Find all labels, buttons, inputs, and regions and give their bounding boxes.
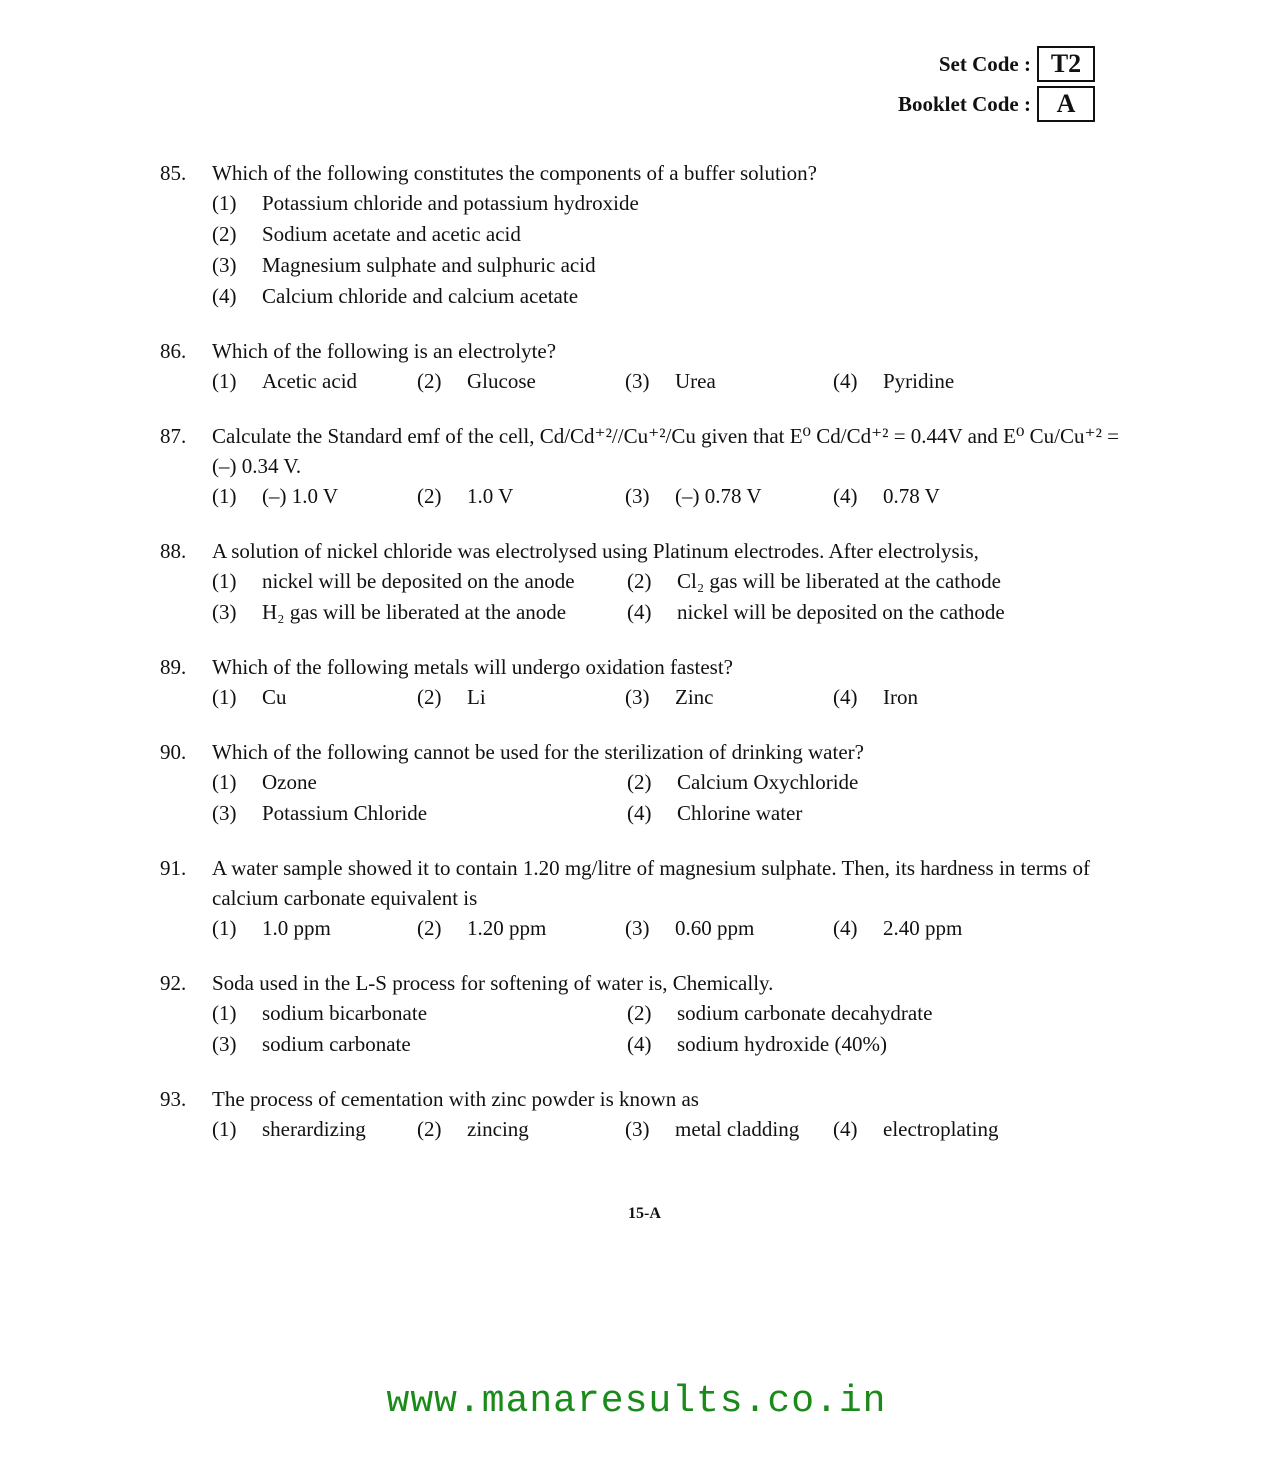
question-header xyxy=(160,421,1120,481)
answer-option xyxy=(212,1029,627,1060)
option-text: Calcium Oxychloride xyxy=(677,770,859,794)
option-list xyxy=(212,188,1120,312)
set-code-label: Set Code : xyxy=(938,51,1031,76)
option-number: (3) xyxy=(625,1117,650,1141)
answer-option xyxy=(625,913,833,944)
option-text: Sodium acetate and acetic acid xyxy=(262,222,521,246)
option-number: (2) xyxy=(417,369,442,393)
question-text: Which of the following is an electrolyte? xyxy=(212,339,557,363)
answer-option xyxy=(212,481,417,512)
question-text: Calculate the Standard emf of the cell, Cd/Cd⁺²//Cu⁺²/Cu given that E⁰ Cd/Cd⁺² = 0.44V and E⁰ Cu/Cu⁺² = (–) 0.34 V. xyxy=(212,424,1119,478)
question-number: 86. xyxy=(160,339,187,363)
answer-option xyxy=(212,998,627,1029)
question-number: 87. xyxy=(160,424,187,448)
option-text: 0.60 ppm xyxy=(675,916,755,940)
option-number: (2) xyxy=(212,222,237,246)
option-text: Zinc xyxy=(675,685,714,709)
question-header xyxy=(160,652,1120,682)
question-header xyxy=(160,158,1120,188)
answer-option xyxy=(417,1114,625,1145)
question-number: 89. xyxy=(160,655,187,679)
option-text: Pyridine xyxy=(883,369,955,393)
question-text: Which of the following constitutes the components of a buffer solution? xyxy=(212,161,817,185)
question-header xyxy=(160,336,1120,366)
option-number: (2) xyxy=(417,1117,442,1141)
answer-option xyxy=(833,366,1083,397)
option-number: (4) xyxy=(833,685,858,709)
option-text: metal cladding xyxy=(675,1117,800,1141)
answer-option xyxy=(833,481,1083,512)
option-text: Urea xyxy=(675,369,716,393)
option-number: (4) xyxy=(833,916,858,940)
question-text: The process of cementation with zinc powder is known as xyxy=(212,1087,699,1111)
question-text: Soda used in the L-S process for softening of water is, Chemically. xyxy=(212,971,774,995)
question-block xyxy=(160,853,1120,944)
page-number: 15-A xyxy=(628,1205,661,1222)
option-number: (1) xyxy=(212,916,237,940)
option-text: Acetic acid xyxy=(262,369,358,393)
question-number: 91. xyxy=(160,856,187,880)
option-text: sodium carbonate xyxy=(262,1032,411,1056)
answer-option xyxy=(625,1114,833,1145)
question-header xyxy=(160,536,1120,566)
answer-option xyxy=(627,767,1087,798)
option-number: (4) xyxy=(627,801,652,825)
question-number: 92. xyxy=(160,971,187,995)
question-number: 93. xyxy=(160,1087,187,1111)
answer-option xyxy=(417,366,625,397)
option-number: (2) xyxy=(627,569,652,593)
question-text: Which of the following cannot be used for the sterilization of drinking water? xyxy=(212,740,864,764)
option-number: (2) xyxy=(417,916,442,940)
option-text: Cu xyxy=(262,685,287,709)
option-number: (1) xyxy=(212,569,237,593)
option-text: Cl₂ gas will be liberated at the cathode xyxy=(677,569,1001,593)
option-number: (3) xyxy=(625,484,650,508)
option-text: Li xyxy=(467,685,486,709)
answer-option xyxy=(212,219,1120,250)
option-number: (1) xyxy=(212,770,237,794)
question-list xyxy=(160,158,1120,1169)
option-number: (2) xyxy=(627,1001,652,1025)
option-number: (3) xyxy=(625,369,650,393)
option-text: Magnesium sulphate and sulphuric acid xyxy=(262,253,596,277)
option-number: (4) xyxy=(833,484,858,508)
answer-option xyxy=(625,481,833,512)
answer-option xyxy=(627,566,1087,597)
option-number: (2) xyxy=(417,685,442,709)
option-text: Chlorine water xyxy=(677,801,803,825)
option-number: (4) xyxy=(627,1032,652,1056)
answer-option xyxy=(627,1029,1087,1060)
option-text: (–) 1.0 V xyxy=(262,484,339,508)
question-block xyxy=(160,737,1120,829)
option-number: (4) xyxy=(627,600,652,624)
option-text: nickel will be deposited on the cathode xyxy=(677,600,1005,624)
question-block xyxy=(160,158,1120,312)
answer-option xyxy=(212,250,1120,281)
question-text: A solution of nickel chloride was electrolysed using Platinum electrodes. After electrolysis, xyxy=(212,539,979,563)
option-number: (3) xyxy=(212,1032,237,1056)
question-header xyxy=(160,1084,1120,1114)
question-header xyxy=(160,737,1120,767)
option-list xyxy=(212,998,1120,1060)
option-text: sodium carbonate decahydrate xyxy=(677,1001,933,1025)
option-text: sodium hydroxide (40%) xyxy=(677,1032,887,1056)
option-number: (1) xyxy=(212,1117,237,1141)
question-number: 90. xyxy=(160,740,187,764)
option-text: 2.40 ppm xyxy=(883,916,963,940)
question-block xyxy=(160,968,1120,1060)
option-list xyxy=(212,913,1120,944)
option-number: (2) xyxy=(417,484,442,508)
answer-option xyxy=(212,913,417,944)
option-number: (4) xyxy=(212,284,237,308)
option-text: Glucose xyxy=(467,369,536,393)
option-text: 0.78 V xyxy=(883,484,940,508)
question-block xyxy=(160,1084,1120,1145)
option-text: sodium bicarbonate xyxy=(262,1001,428,1025)
option-number: (3) xyxy=(625,685,650,709)
option-text: H₂ gas will be liberated at the anode xyxy=(262,600,567,624)
option-list xyxy=(212,682,1120,713)
answer-option xyxy=(212,281,1120,312)
answer-option xyxy=(212,566,627,597)
answer-option xyxy=(833,913,1083,944)
answer-option xyxy=(212,188,1120,219)
set-code-value: T2 xyxy=(1037,46,1095,82)
answer-option xyxy=(212,682,417,713)
option-number: (3) xyxy=(212,253,237,277)
answer-option xyxy=(627,798,1087,829)
answer-option xyxy=(212,597,627,628)
question-text: A water sample showed it to contain 1.20 mg/litre of magnesium sulphate. Then, its hardness in terms of calcium carbonate equivalent is xyxy=(212,856,1090,910)
option-text: 1.0 V xyxy=(467,484,514,508)
option-list xyxy=(212,366,1120,397)
option-text: Potassium Chloride xyxy=(262,801,428,825)
option-list xyxy=(212,1114,1120,1145)
booklet-code-row xyxy=(898,86,1095,122)
question-text: Which of the following metals will undergo oxidation fastest? xyxy=(212,655,734,679)
booklet-code-label: Booklet Code : xyxy=(898,91,1031,116)
option-text: 1.0 ppm xyxy=(262,916,331,940)
question-block xyxy=(160,652,1120,713)
option-text: sherardizing xyxy=(262,1117,366,1141)
option-text: (–) 0.78 V xyxy=(675,484,762,508)
answer-option xyxy=(833,682,1083,713)
answer-option xyxy=(417,682,625,713)
answer-option xyxy=(625,366,833,397)
option-number: (3) xyxy=(625,916,650,940)
question-number: 85. xyxy=(160,161,187,185)
option-number: (1) xyxy=(212,484,237,508)
exam-codes xyxy=(898,46,1095,126)
question-block xyxy=(160,536,1120,628)
option-text: nickel will be deposited on the anode xyxy=(262,569,575,593)
option-number: (2) xyxy=(627,770,652,794)
question-header xyxy=(160,968,1120,998)
option-list xyxy=(212,566,1120,628)
option-text: Ozone xyxy=(262,770,317,794)
option-text: Calcium chloride and calcium acetate xyxy=(262,284,579,308)
question-block xyxy=(160,336,1120,397)
option-text: electroplating xyxy=(883,1117,999,1141)
option-number: (1) xyxy=(212,191,237,215)
option-text: zincing xyxy=(467,1117,529,1141)
option-number: (4) xyxy=(833,1117,858,1141)
option-text: Iron xyxy=(883,685,918,709)
answer-option xyxy=(212,798,627,829)
answer-option xyxy=(212,366,417,397)
question-block xyxy=(160,421,1120,512)
answer-option xyxy=(212,767,627,798)
answer-option xyxy=(417,481,625,512)
option-number: (1) xyxy=(212,685,237,709)
option-number: (1) xyxy=(212,1001,237,1025)
option-list xyxy=(212,767,1120,829)
answer-option xyxy=(625,682,833,713)
answer-option xyxy=(833,1114,1083,1145)
answer-option xyxy=(212,1114,417,1145)
option-number: (1) xyxy=(212,369,237,393)
answer-option xyxy=(417,913,625,944)
answer-option xyxy=(627,597,1087,628)
option-text: 1.20 ppm xyxy=(467,916,547,940)
booklet-code-value: A xyxy=(1037,86,1095,122)
option-number: (4) xyxy=(833,369,858,393)
question-number: 88. xyxy=(160,539,187,563)
footer-url[interactable]: www.manaresults.co.in xyxy=(386,1380,887,1423)
option-number: (3) xyxy=(212,801,237,825)
option-list xyxy=(212,481,1120,512)
answer-option xyxy=(627,998,1087,1029)
set-code-row xyxy=(898,46,1095,82)
option-number: (3) xyxy=(212,600,237,624)
option-text: Potassium chloride and potassium hydroxide xyxy=(262,191,639,215)
question-header xyxy=(160,853,1120,913)
